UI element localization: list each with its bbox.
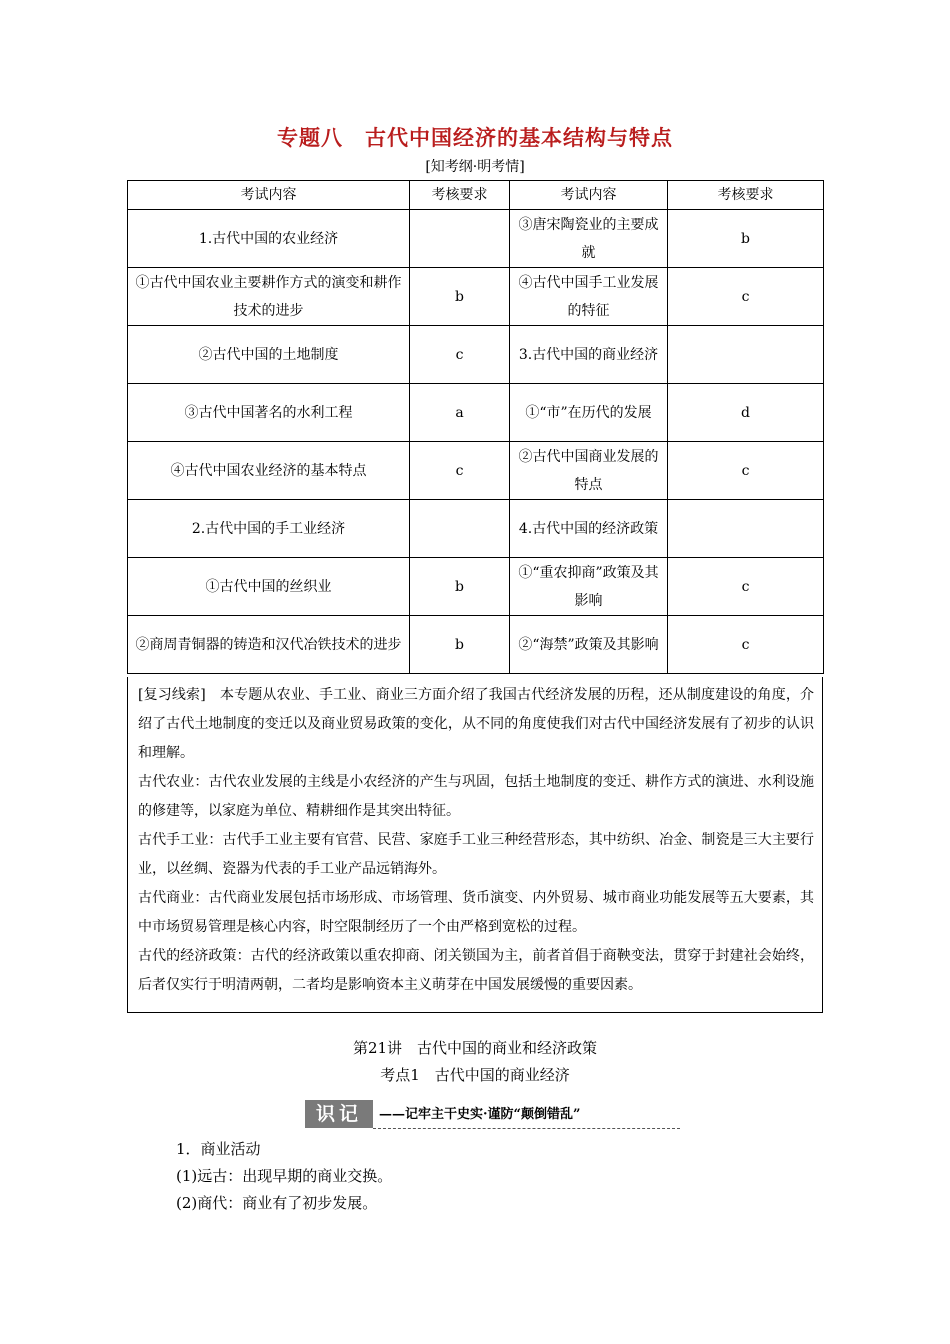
review-paragraph: 古代商业：古代商业发展包括市场形成、市场管理、货币演变、内外贸易、城市商业功能发展等五大要素，其中市场贸易管理是核心内容，时空限制经历了一个由严格到宽松的过程。 bbox=[138, 890, 814, 935]
section-subtitle: [知考纲·明考情] bbox=[425, 159, 525, 175]
content-cell: ③古代中国著名的水利工程 bbox=[128, 384, 410, 442]
requirement-cell: c bbox=[668, 268, 824, 326]
requirement-cell: c bbox=[410, 326, 510, 384]
review-clues-box bbox=[127, 677, 823, 1013]
header-requirement-1: 考核要求 bbox=[410, 181, 510, 210]
content-cell: ①“重农抑商”政策及其影响 bbox=[510, 558, 668, 616]
header-requirement-2: 考核要求 bbox=[668, 181, 824, 210]
review-paragraph: 古代的经济政策：古代的经济政策以重农抑商、闭关锁国为主，前者首倡于商鞅变法，贯穿于封建社会始终，后者仅实行于明清两朝，二者均是影响资本主义萌芽在中国发展缓慢的重要因素。 bbox=[138, 948, 814, 993]
requirement-cell: b bbox=[668, 210, 824, 268]
table-row bbox=[128, 268, 824, 326]
content-cell: ②“海禁”政策及其影响 bbox=[510, 616, 668, 674]
content-cell: ③唐宋陶瓷业的主要成就 bbox=[510, 210, 668, 268]
requirement-cell bbox=[410, 500, 510, 558]
exam-outline-table bbox=[127, 180, 824, 674]
table-header-row bbox=[128, 181, 824, 210]
content-cell: 2.古代中国的手工业经济 bbox=[128, 500, 410, 558]
requirement-cell bbox=[410, 210, 510, 268]
content-cell: ②商周青铜器的铸造和汉代冶铁技术的进步 bbox=[128, 616, 410, 674]
requirement-cell: a bbox=[410, 384, 510, 442]
content-cell: ④古代中国农业经济的基本特点 bbox=[128, 442, 410, 500]
requirement-cell: b bbox=[410, 268, 510, 326]
table-row bbox=[128, 384, 824, 442]
requirement-cell: c bbox=[668, 442, 824, 500]
requirement-cell: b bbox=[410, 616, 510, 674]
requirement-cell: d bbox=[668, 384, 824, 442]
requirement-cell: b bbox=[410, 558, 510, 616]
content-cell: 4.古代中国的经济政策 bbox=[510, 500, 668, 558]
table-row bbox=[128, 500, 824, 558]
body-line: (2)商代：商业有了初步发展。 bbox=[176, 1194, 378, 1212]
table-row bbox=[128, 210, 824, 268]
table-row bbox=[128, 326, 824, 384]
banner-label: 识记 bbox=[305, 1100, 373, 1128]
content-cell: 1.古代中国的农业经济 bbox=[128, 210, 410, 268]
content-cell: 3.古代中国的商业经济 bbox=[510, 326, 668, 384]
requirement-cell: c bbox=[668, 616, 824, 674]
review-paragraph: [复习线索] 本专题从农业、手工业、商业三方面介绍了我国古代经济发展的历程，还从制度建设的角度，介绍了古代土地制度的变迁以及商业贸易政策的变化，从不同的角度使我们对古代中国经济发展有了初步的认识和理解。 bbox=[138, 687, 814, 761]
content-cell: ②古代中国的土地制度 bbox=[128, 326, 410, 384]
page-title: 专题八 古代中国经济的基本结构与特点 bbox=[277, 125, 673, 150]
table-row bbox=[128, 558, 824, 616]
header-content-2: 考试内容 bbox=[510, 181, 668, 210]
table-row bbox=[128, 442, 824, 500]
content-cell: ①古代中国的丝织业 bbox=[128, 558, 410, 616]
content-cell: ④古代中国手工业发展的特征 bbox=[510, 268, 668, 326]
requirement-cell: c bbox=[410, 442, 510, 500]
requirement-cell: c bbox=[668, 558, 824, 616]
body-heading: 1．商业活动 bbox=[176, 1140, 261, 1158]
banner-divider bbox=[373, 1128, 680, 1129]
content-cell: ②古代中国商业发展的特点 bbox=[510, 442, 668, 500]
header-content-1: 考试内容 bbox=[128, 181, 410, 210]
requirement-cell bbox=[668, 500, 824, 558]
review-paragraph: 古代手工业：古代手工业主要有官营、民营、家庭手工业三种经营形态，其中纺织、冶金、制瓷是三大主要行业，以丝绸、瓷器为代表的手工业产品远销海外。 bbox=[138, 832, 814, 877]
body-line: (1)远古：出现早期的商业交换。 bbox=[176, 1167, 393, 1185]
table-row bbox=[128, 616, 824, 674]
lecture-heading: 第21讲 古代中国的商业和经济政策 bbox=[352, 1039, 598, 1057]
content-cell: ①“市”在历代的发展 bbox=[510, 384, 668, 442]
exam-point-heading: 考点1 古代中国的商业经济 bbox=[380, 1066, 570, 1084]
memorize-banner bbox=[305, 1100, 680, 1132]
banner-text: ——记牢主干史实·谨防“颠倒错乱” bbox=[379, 1107, 581, 1122]
requirement-cell bbox=[668, 326, 824, 384]
review-paragraph: 古代农业：古代农业发展的主线是小农经济的产生与巩固，包括土地制度的变迁、耕作方式的演进、水利设施的修建等，以家庭为单位、精耕细作是其突出特征。 bbox=[138, 774, 814, 819]
content-cell: ①古代中国农业主要耕作方式的演变和耕作技术的进步 bbox=[128, 268, 410, 326]
